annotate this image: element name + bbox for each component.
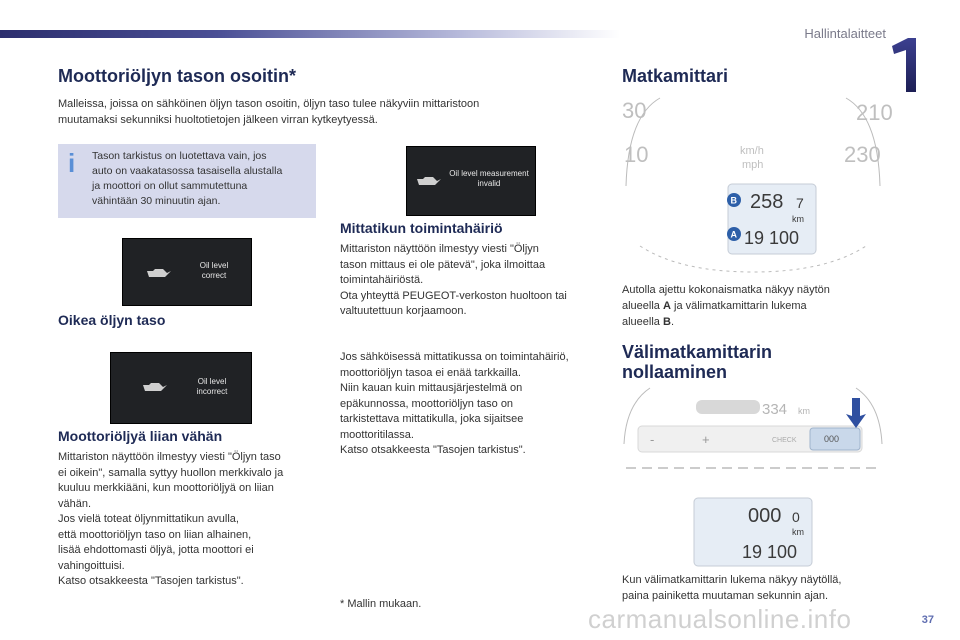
trip-unit: km — [792, 214, 804, 224]
reset-trip-value: 000 — [748, 505, 782, 527]
total-value: 19 100 — [744, 228, 800, 248]
oil-can-icon — [145, 265, 173, 279]
reset-title: Välimatkamittarin nollaaminen — [622, 342, 773, 382]
page-title: Moottoriöljyn tason osoitin* — [58, 66, 296, 86]
reset-trip-unit: km — [792, 527, 804, 537]
oil-incorrect-text: Oil level incorrect — [196, 377, 228, 396]
oil-incorrect-panel — [110, 352, 252, 424]
trip-decimal: 7 — [796, 195, 804, 211]
reset-button-label: 000 — [824, 434, 840, 444]
odometer-title: Matkamittari — [622, 66, 729, 86]
fault-title: Mittatikun toimintahäiriö — [340, 220, 503, 236]
odometer-text: Autolla ajettu kokonaismatka näkyy näytön alueella A ja välimatkamittarin lukema alueella B. — [622, 284, 830, 328]
dial-30: 30 — [622, 98, 647, 123]
trip-value: 258 — [750, 191, 784, 213]
info-icon: i — [68, 148, 76, 178]
oil-correct-text: Oil level correct — [199, 261, 229, 280]
info-text: Tason tarkistus on luotettava vain, jos auto on vaakatasossa tasaisella alustalla ja moottori on ollut sammutettuna vähintään 30 minuutin ajan. — [92, 150, 283, 207]
low-oil-title: Moottoriöljyä liian vähän — [58, 428, 223, 444]
oil-can-icon — [415, 173, 443, 187]
reset-trip-decimal: 0 — [792, 509, 800, 525]
reset-distance: 334 — [762, 401, 788, 418]
plus-button[interactable]: + — [702, 432, 710, 447]
oil-invalid-text: Oil level measurement invalid — [449, 169, 529, 188]
intro-text: Malleissa, joissa on sähköinen öljyn tason osoitin, öljyn taso tulee näkyviin mittaristoon muutamaksi sekunniksi huoltotietojen jälkeen virran kytkeytyessä. — [58, 98, 480, 126]
footnote: * Mallin mukaan. — [340, 598, 422, 610]
fault-text: Mittariston näyttöön ilmestyy viesti "Öljyn tason mittaus ei ole pätevä", joka ilmoittaa toimintahäiriöstä. Ota yhteyttä PEUGEOT-verkoston huoltoon tai valtuutettuun korjaamoon. — [340, 243, 567, 317]
oil-invalid-panel — [406, 146, 536, 216]
watermark: carmanualsonline.info — [588, 604, 852, 634]
low-oil-text: Mittariston näyttöön ilmestyy viesti "Öljyn taso ei oikein", samalla syttyy huollon merkkivalo ja kuuluu merkkiääni, kun moottoriöljyä on liian vähän. Jos vielä toteat öljynmittatikun avulla, että moottoriöljyn taso on liian alhainen, lisää ehdottomasti öljyä, jotta moottori ei vahingoittuisi. Katso otsakkeesta "Tasojen tarkistus". — [58, 451, 284, 587]
minus-button[interactable]: - — [650, 432, 655, 447]
press-arrow-icon — [846, 398, 866, 428]
car-icon — [696, 400, 760, 414]
odometer-dial-illustration — [620, 96, 893, 274]
marker-a-label: A — [730, 229, 737, 240]
correct-level-title: Oikea öljyn taso — [58, 312, 166, 328]
reset-total-value: 19 100 — [742, 542, 798, 562]
check-button[interactable]: CHECK — [772, 437, 797, 444]
reset-distance-unit: km — [798, 406, 810, 416]
reset-text: Kun välimatkamittarin lukema näkyy näytöllä, paina painiketta muutaman sekunnin ajan. — [622, 574, 842, 602]
oil-correct-panel — [122, 238, 252, 306]
dial-230: 230 — [844, 142, 881, 167]
dial-unit-kmh: km/h — [740, 145, 764, 157]
chapter-number — [886, 36, 926, 94]
dial-210: 210 — [856, 100, 893, 125]
reset-illustration — [620, 384, 886, 570]
oil-can-icon — [141, 379, 169, 393]
marker-b-label: B — [730, 195, 737, 206]
header-bar — [0, 30, 620, 38]
dial-unit-mph: mph — [742, 159, 764, 171]
page-number: 37 — [921, 614, 934, 626]
dial-10: 10 — [624, 142, 649, 167]
electric-fault-text: Jos sähköisessä mittatikussa on toimintahäiriö, moottoriöljyn tasoa ei enää tarkkailla. Niin kauan kuin mittausjärjestelmä on epäkunnossa, moottoriöljyn taso on tarkistettava mittatikulla, joka sijaitsee moottoritilassa. Katso otsakkeesta "Tasojen tarkistus". — [340, 351, 569, 456]
section-label: Hallintalaitteet — [804, 26, 886, 41]
